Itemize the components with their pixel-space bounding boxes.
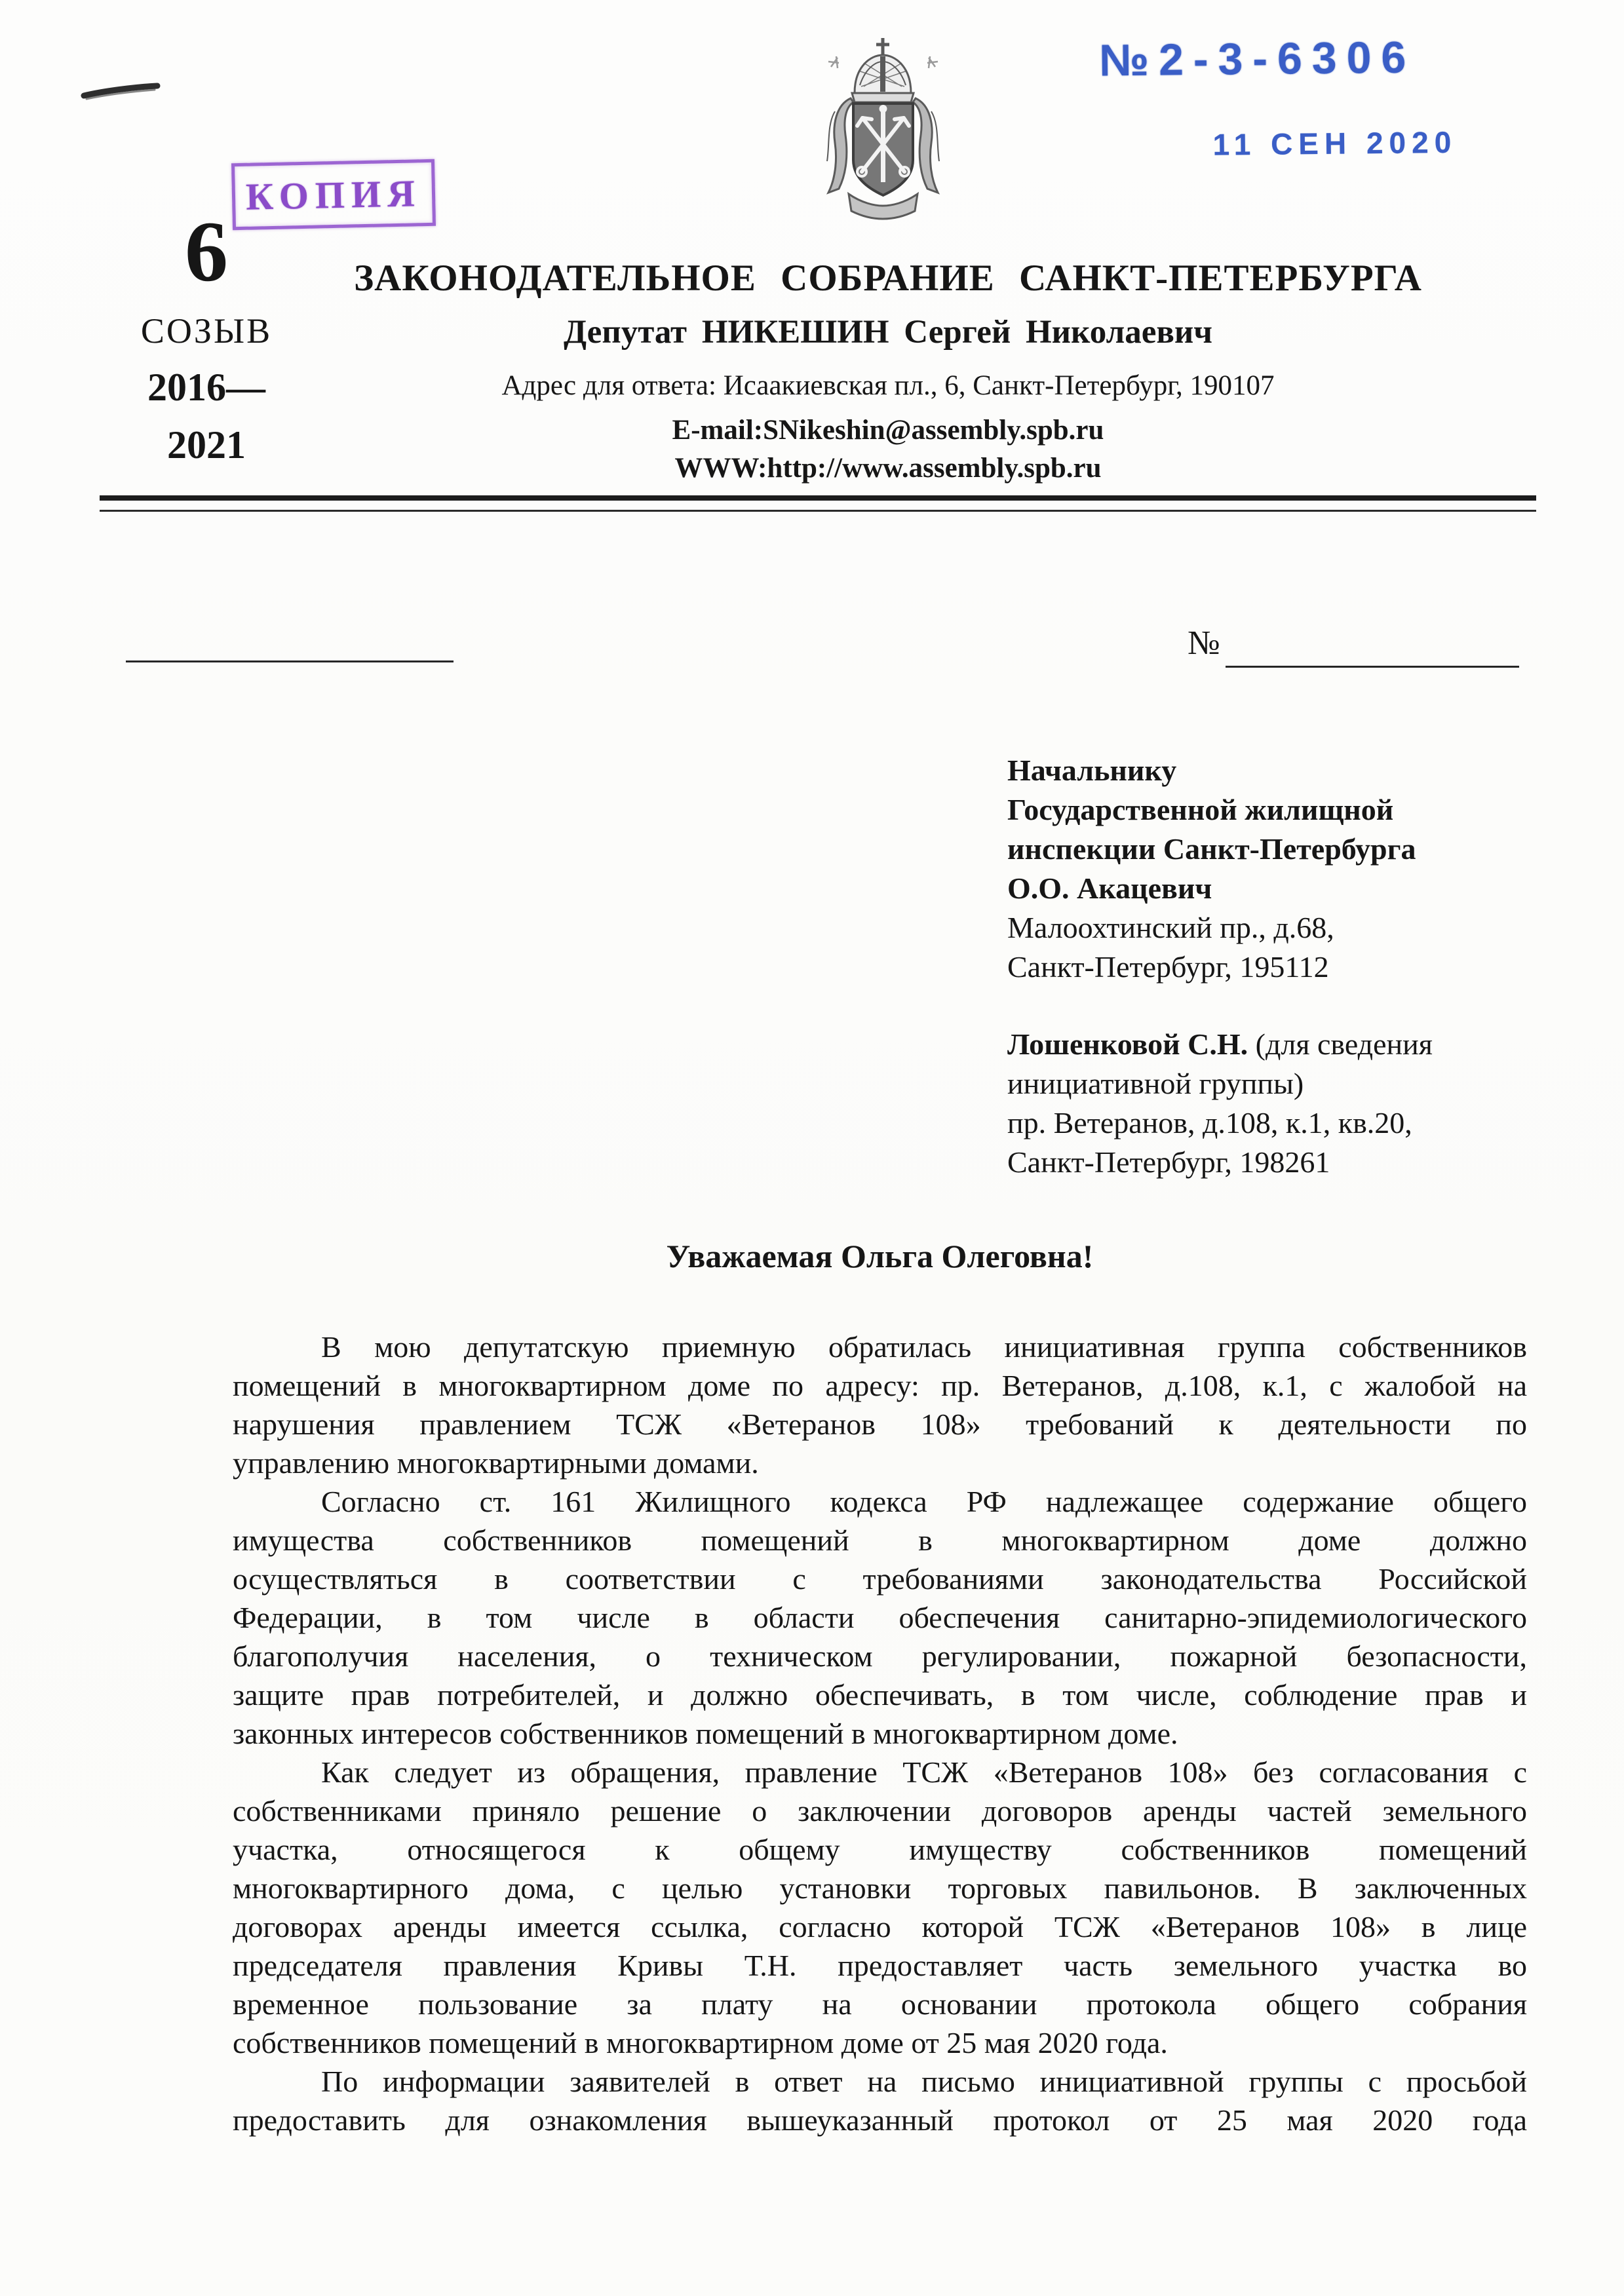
convocation-word: СОЗЫВ <box>140 311 273 351</box>
letterhead-rule-thick <box>100 495 1536 501</box>
convocation-number: 6 <box>185 203 228 299</box>
registration-stamp <box>1099 31 1533 180</box>
recipient-line: Санкт-Петербург, 195112 <box>1007 950 1329 984</box>
recipient-line: Государственной жилищной <box>1007 793 1394 826</box>
body-line: защите прав потребителей, и должно обеспечивать, в том числе, соблюдение прав и <box>233 1678 1527 1712</box>
letterhead-rule-thin <box>100 510 1536 512</box>
recipient-line: инициативной группы) <box>1007 1067 1304 1100</box>
body-line: участка, относящегося к общему имуществу собственников помещений <box>233 1833 1527 1866</box>
body-line: временное пользование за плату на основании протокола общего собрания <box>233 1987 1527 2021</box>
email-line: E-mail:SNikeshin@assembly.spb.ru <box>672 415 1104 446</box>
recipient-line: О.О. Акацевич <box>1007 871 1212 905</box>
recipient-block-inspection <box>1007 751 1545 987</box>
deputy-name-line: Депутат НИКЕШИН Сергей Николаевич <box>563 314 1213 351</box>
term-years-start: 2016— <box>147 366 265 409</box>
copy-stamp-label: КОПИЯ <box>245 171 422 218</box>
registration-number: №2-3-6306 <box>1098 32 1416 86</box>
recipient-block-initiative-group <box>1007 1025 1545 1182</box>
body-line: управлению многоквартирными домами. <box>233 1446 759 1480</box>
body-line: По информации заявителей в ответ на письмо инициативной группы с просьбой <box>321 2065 1527 2098</box>
body-line: собственников помещений в многоквартирном доме от 25 мая 2020 года. <box>233 2026 1168 2059</box>
pen-stroke-mark <box>77 73 169 106</box>
body-line: договорах аренды имеется ссылка, согласно которой ТСЖ «Ветеранов 108» в лице <box>233 1910 1527 1943</box>
body-line: законных интересов собственников помещений в многоквартирном доме. <box>233 1717 1178 1750</box>
body-line: В мою депутатскую приемную обратилась инициативная группа собственников <box>321 1330 1527 1364</box>
recipient-line: пр. Ветеранов, д.108, к.1, кв.20, <box>1007 1106 1412 1139</box>
recipient-line: инспекции Санкт-Петербурга <box>1007 832 1416 866</box>
registration-date: 11 СЕН 2020 <box>1212 124 1458 162</box>
body-line: помещений в многоквартирном доме по адресу: пр. Ветеранов, д.108, к.1, с жалобой на <box>233 1369 1527 1402</box>
body-line: Федерации, в том числе в области обеспечения санитарно-эпидемиологического <box>233 1601 1527 1634</box>
body-line: благополучия населения, о техническом регулировании, пожарной безопасности, <box>233 1639 1527 1673</box>
recipient-line: Начальнику <box>1007 754 1177 787</box>
date-underline <box>126 660 454 662</box>
recipient-line: Санкт-Петербург, 198261 <box>1007 1145 1330 1179</box>
body-line: нарушения правлением ТСЖ «Ветеранов 108» требований к деятельности по <box>233 1407 1527 1441</box>
spb-coat-of-arms-icon <box>813 33 954 223</box>
reply-address-line: Адрес для ответа: Исаакиевская пл., 6, Санкт-Петербург, 190107 <box>501 370 1275 401</box>
body-line: Как следует из обращения, правление ТСЖ «Ветеранов 108» без согласования с <box>321 1755 1527 1789</box>
number-sign: № <box>1188 624 1220 662</box>
body-line: осуществляться в соответствии с требованиями законодательства Российской <box>233 1562 1527 1596</box>
letter-body <box>233 1328 1527 2139</box>
salutation: Уважаемая Ольга Олеговна! <box>666 1238 1094 1274</box>
body-line: предоставить для ознакомления вышеуказанный протокол от 25 мая 2020 года <box>233 2103 1527 2137</box>
body-line: Согласно ст. 161 Жилищного кодекса РФ надлежащее содержание общего <box>321 1485 1527 1518</box>
recipient-line: Лошенковой С.Н. (для сведения <box>1007 1027 1433 1061</box>
organization-title: ЗАКОНОДАТЕЛЬНОЕ СОБРАНИЕ САНКТ-ПЕТЕРБУРГА <box>354 258 1422 299</box>
term-years-end: 2021 <box>167 423 246 467</box>
body-line: имущества собственников помещений в многоквартирном доме должно <box>233 1523 1527 1557</box>
recipient-line: Малоохтинский пр., д.68, <box>1007 911 1334 944</box>
website-line: WWW:http://www.assembly.spb.ru <box>674 453 1102 484</box>
body-line: многоквартирного дома, с целью установки торговых павильонов. В заключенных <box>233 1871 1527 1905</box>
number-underline <box>1226 666 1519 668</box>
body-line: собственниками приняло решение о заключении договоров аренды частей земельного <box>233 1794 1527 1827</box>
body-line: председателя правления Кривы Т.Н. предоставляет часть земельного участка во <box>233 1949 1527 1982</box>
